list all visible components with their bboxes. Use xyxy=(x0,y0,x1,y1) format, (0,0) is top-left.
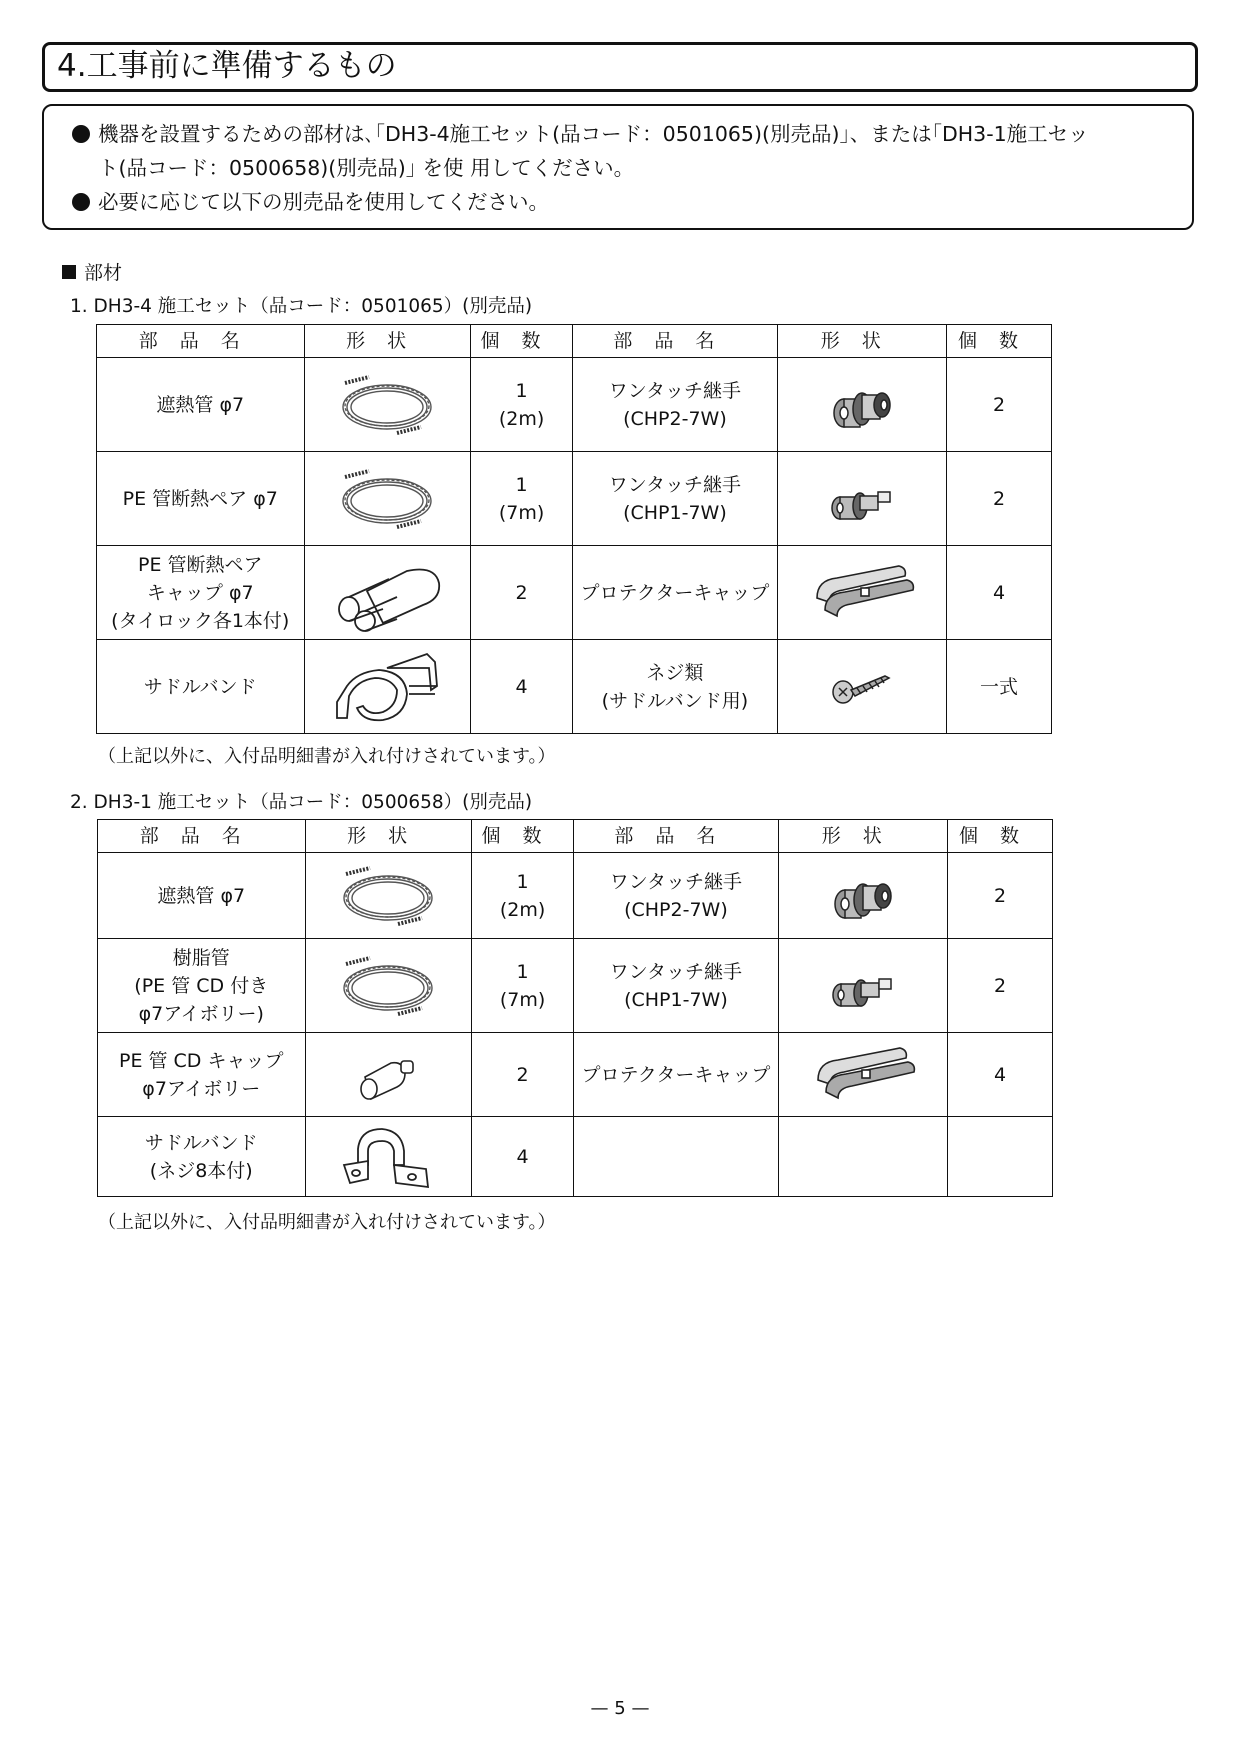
fitting-small-icon xyxy=(779,957,948,1015)
cd-cap-icon xyxy=(306,1047,471,1103)
shape-cell xyxy=(304,358,470,452)
quantity-line: 4 xyxy=(993,1063,1007,1086)
shape-cell xyxy=(304,546,470,640)
column-header: 形状 xyxy=(305,820,471,853)
quantity-line: 2 xyxy=(993,974,1007,997)
pair-cap-icon xyxy=(305,553,470,633)
part-name-line: プロテクターキャップ xyxy=(581,1063,771,1086)
column-header: 部品名 xyxy=(98,820,306,853)
part-name-cell xyxy=(573,358,777,452)
shape-cell xyxy=(305,853,471,939)
part-name-line: ネジ類 xyxy=(646,661,704,684)
set1-heading: 1. DH3-4 施工セット（品コード：0501065）(別売品) xyxy=(70,296,533,317)
shape-cell xyxy=(778,1033,948,1117)
set2-parts-table xyxy=(97,819,1053,1197)
part-name-line: (サドルバンド用) xyxy=(601,689,749,712)
part-name-line: ワンタッチ継手 xyxy=(609,960,743,983)
screw-icon xyxy=(778,664,947,710)
column-header: 形状 xyxy=(777,325,947,358)
part-name-line: PE 管 CD キャップ xyxy=(119,1049,284,1072)
shape-cell xyxy=(777,640,947,734)
table-row xyxy=(97,452,1052,546)
part-name-line: プロテクターキャップ xyxy=(580,581,770,604)
part-name-cell xyxy=(97,640,305,734)
set2-note: （上記以外に、入付品明細書が入れ付けされています。） xyxy=(98,1212,556,1233)
part-name-line: (CHP2-7W) xyxy=(623,407,727,430)
set1-parts-table xyxy=(96,324,1052,734)
column-header: 個数 xyxy=(471,820,574,853)
shape-cell xyxy=(777,452,947,546)
coiled-tube-icon xyxy=(305,369,470,441)
part-name-cell xyxy=(98,853,306,939)
part-name-line: PE 管断熱ペア xyxy=(137,553,263,576)
part-name-line: φ7アイボリー) xyxy=(138,1002,264,1025)
notice-text-2: 必要に応じて以下の別売品を使用してください。 xyxy=(98,190,549,214)
table-row xyxy=(98,1033,1053,1117)
part-name-cell xyxy=(573,452,777,546)
quantity-line: (7m) xyxy=(498,501,545,524)
quantity-cell xyxy=(947,358,1052,452)
part-name-line: (CHP1-7W) xyxy=(624,988,728,1011)
shape-cell xyxy=(305,1033,471,1117)
quantity-cell xyxy=(471,939,574,1033)
table-header-row xyxy=(98,820,1053,853)
part-name-line: 遮熱管 φ7 xyxy=(156,393,245,416)
part-name-cell xyxy=(573,640,777,734)
quantity-line: 1 xyxy=(516,870,529,893)
coiled-tube-icon xyxy=(306,950,471,1022)
part-name-line: φ7アイボリー xyxy=(142,1077,261,1100)
shape-cell xyxy=(778,939,948,1033)
shape-cell xyxy=(777,358,947,452)
notice-item-1-cont: ト(品コード：0500658)(別売品)｣ を使 用してください。 xyxy=(98,156,635,180)
part-name-line: サドルバンド xyxy=(144,1131,258,1154)
column-header: 個数 xyxy=(947,325,1052,358)
part-name-cell xyxy=(97,358,305,452)
part-name-cell xyxy=(574,1117,778,1197)
quantity-line: 2 xyxy=(992,393,1006,416)
quantity-line: (2m) xyxy=(498,407,545,430)
part-name-line: 遮熱管 φ7 xyxy=(157,884,246,907)
notice-text-1: 機器を設置するための部材は､｢DH3-4施工セット(品コード：0501065)(別売品)｣、または｢DH3-1施工セッ xyxy=(98,122,1089,146)
table-row xyxy=(97,358,1052,452)
notice-box xyxy=(42,104,1194,230)
quantity-cell xyxy=(471,1033,574,1117)
part-name-line: キャップ φ7 xyxy=(146,581,254,604)
part-name-line: ワンタッチ継手 xyxy=(609,870,743,893)
shape-cell xyxy=(778,1117,948,1197)
quantity-cell xyxy=(948,853,1053,939)
quantity-cell xyxy=(470,358,573,452)
part-name-cell xyxy=(574,1033,778,1117)
quantity-line: 1 xyxy=(515,473,528,496)
bullet-icon xyxy=(72,125,90,143)
column-header: 形状 xyxy=(304,325,470,358)
part-name-line: (CHP1-7W) xyxy=(623,501,727,524)
quantity-cell xyxy=(948,1117,1053,1197)
table-row xyxy=(98,939,1053,1033)
part-name-cell xyxy=(98,1117,306,1197)
column-header: 個数 xyxy=(948,820,1053,853)
shape-cell xyxy=(304,452,470,546)
set1-note: （上記以外に、入付品明細書が入れ付けされています。） xyxy=(98,746,556,767)
notice-item-1 xyxy=(72,120,1172,148)
coiled-tube-icon xyxy=(306,860,471,932)
quantity-line: (7m) xyxy=(499,988,546,1011)
column-header: 部品名 xyxy=(97,325,305,358)
column-header: 部品名 xyxy=(573,325,777,358)
table-row xyxy=(97,546,1052,640)
quantity-line: 2 xyxy=(992,487,1006,510)
part-name-cell xyxy=(98,1033,306,1117)
part-name-cell xyxy=(574,939,778,1033)
quantity-cell xyxy=(471,853,574,939)
column-header: 形状 xyxy=(778,820,948,853)
shape-cell xyxy=(305,939,471,1033)
page-title-box xyxy=(42,42,1198,92)
quantity-cell xyxy=(470,640,573,734)
saddle-band-icon xyxy=(306,1121,471,1193)
bullet-icon xyxy=(72,193,90,211)
quantity-cell xyxy=(947,546,1052,640)
part-name-line: サドルバンド xyxy=(143,675,257,698)
section-title: 部材 xyxy=(84,262,123,284)
quantity-cell xyxy=(471,1117,574,1197)
quantity-cell xyxy=(470,452,573,546)
quantity-line: (2m) xyxy=(499,898,546,921)
table-row xyxy=(98,1117,1053,1197)
table-header-row xyxy=(97,325,1052,358)
quantity-line: 4 xyxy=(515,675,528,698)
protector-cap-icon xyxy=(779,1040,948,1110)
fitting-large-icon xyxy=(778,373,947,437)
quantity-cell xyxy=(947,452,1052,546)
part-name-line: (タイロック各1本付) xyxy=(111,609,290,632)
quantity-line: 1 xyxy=(516,960,529,983)
shape-cell xyxy=(305,1117,471,1197)
quantity-line: 1 xyxy=(515,379,528,402)
page-number: — 5 — xyxy=(590,1698,650,1719)
part-name-cell xyxy=(97,452,305,546)
set2-heading: 2. DH3-1 施工セット（品コード：0500658）(別売品) xyxy=(70,792,533,813)
coiled-tube-icon xyxy=(305,463,470,535)
table-row xyxy=(97,640,1052,734)
part-name-line: (ネジ8本付) xyxy=(149,1159,253,1182)
table-row xyxy=(98,853,1053,939)
quantity-cell xyxy=(470,546,573,640)
column-header: 個数 xyxy=(470,325,573,358)
square-bullet-icon xyxy=(62,265,76,279)
part-name-line: (CHP2-7W) xyxy=(624,898,728,921)
quantity-line: 4 xyxy=(992,581,1006,604)
quantity-line: 2 xyxy=(993,884,1007,907)
quantity-line: 2 xyxy=(515,581,528,604)
page-title: 4.工事前に準備するもの xyxy=(57,48,397,84)
shape-cell xyxy=(778,853,948,939)
saddle-clamp-icon xyxy=(305,646,470,728)
shape-cell xyxy=(777,546,947,640)
part-name-line: 樹脂管 xyxy=(172,946,230,969)
quantity-line: 4 xyxy=(516,1145,529,1168)
quantity-cell xyxy=(947,640,1052,734)
part-name-cell xyxy=(98,939,306,1033)
quantity-cell xyxy=(948,1033,1053,1117)
part-name-line: ワンタッチ継手 xyxy=(608,473,742,496)
quantity-line: 一式 xyxy=(980,675,1019,698)
protector-cap-icon xyxy=(778,558,947,628)
fitting-small-icon xyxy=(778,470,947,528)
quantity-cell xyxy=(948,939,1053,1033)
part-name-line: (PE 管 CD 付き xyxy=(134,974,269,997)
part-name-cell xyxy=(574,853,778,939)
notice-item-2 xyxy=(72,188,1172,216)
part-name-cell xyxy=(573,546,777,640)
part-name-line: ワンタッチ継手 xyxy=(608,379,742,402)
section-heading xyxy=(62,258,122,285)
column-header: 部品名 xyxy=(574,820,778,853)
part-name-line: PE 管断熱ペア φ7 xyxy=(122,487,278,510)
part-name-cell xyxy=(97,546,305,640)
fitting-large-icon xyxy=(779,864,948,928)
quantity-line: 2 xyxy=(516,1063,529,1086)
shape-cell xyxy=(304,640,470,734)
